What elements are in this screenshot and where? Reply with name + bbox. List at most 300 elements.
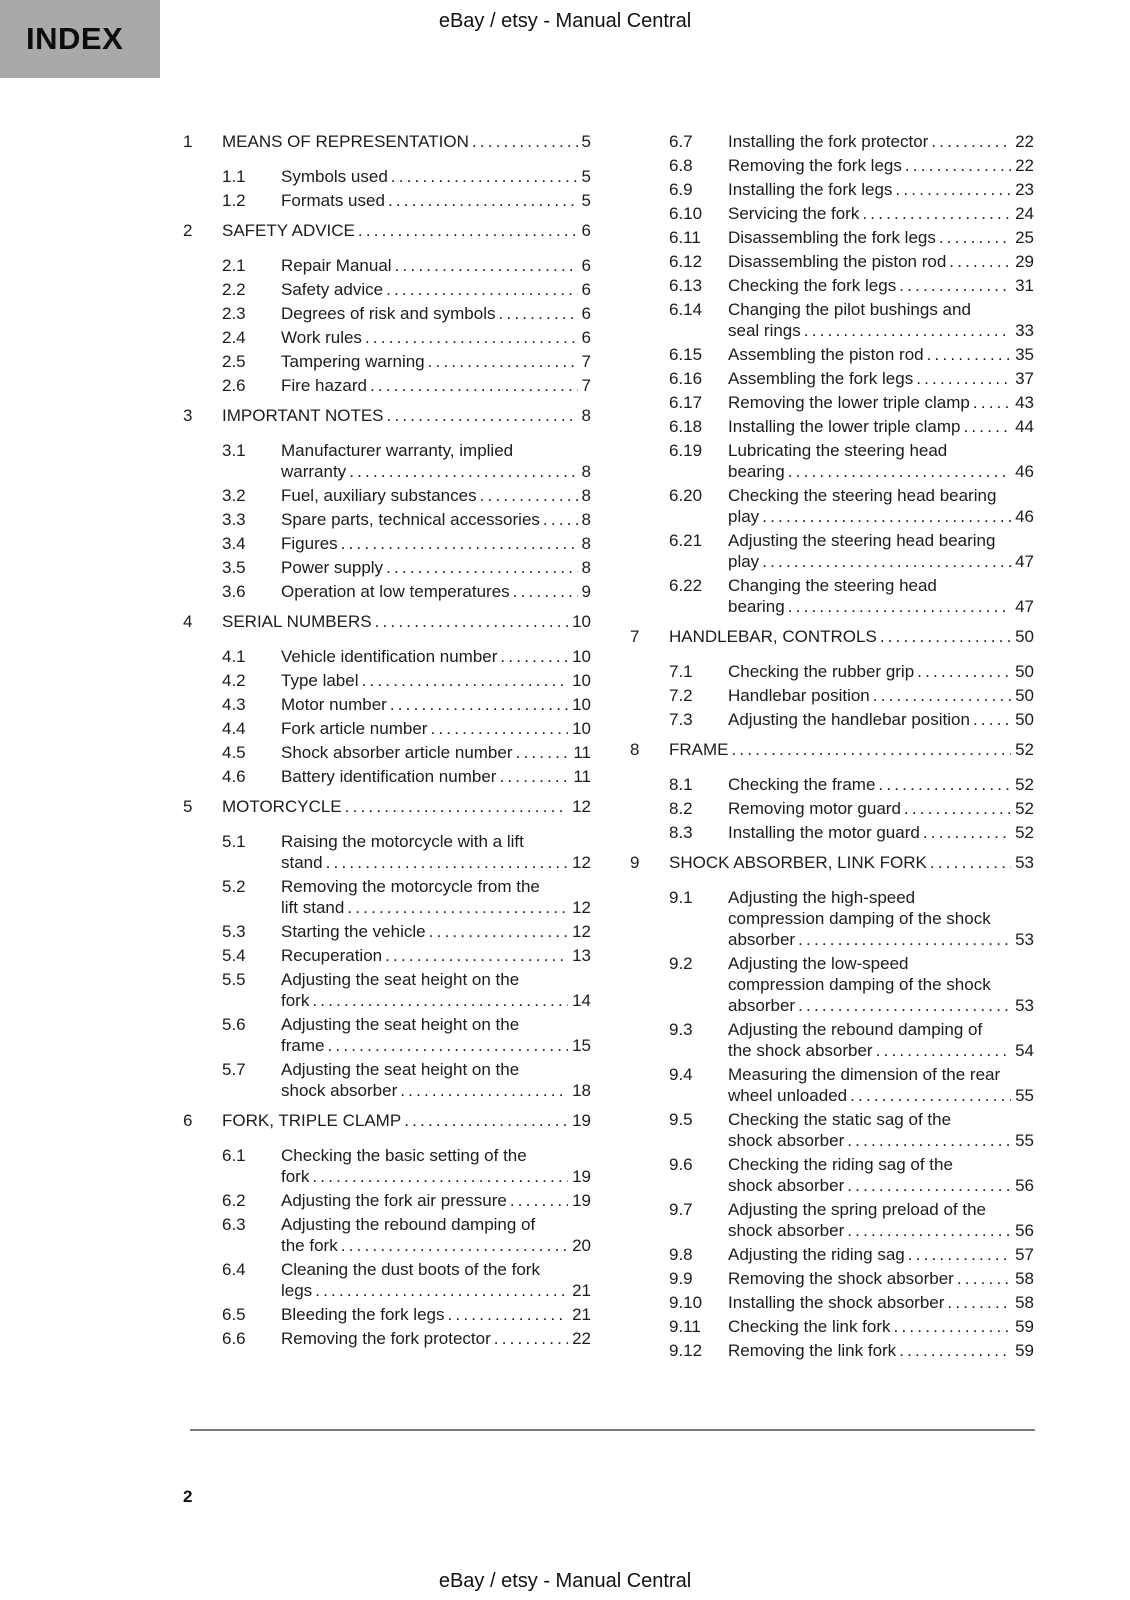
entry-title-block (728, 1268, 1034, 1289)
entry-page-number: 54 (1015, 1041, 1034, 1060)
entry-title-lastline (728, 506, 1034, 527)
entry-title-lastline (281, 351, 591, 372)
entry-page-number: 50 (1015, 686, 1034, 705)
entry-title: HANDLEBAR, CONTROLS (669, 627, 877, 646)
entry-title-lastline (281, 1280, 591, 1301)
toc-item-entry (630, 1316, 1034, 1337)
entry-title-block (728, 1154, 1034, 1196)
entry-page-number: 11 (573, 767, 591, 786)
entry-page-number: 46 (1015, 462, 1034, 481)
toc-item-entry (630, 661, 1034, 682)
entry-page-number: 12 (572, 797, 591, 816)
entry-title: Work rules (281, 328, 362, 347)
entry-number: 6.10 (669, 204, 703, 223)
entry-title-block (281, 1014, 591, 1056)
entry-number: 5.2 (222, 877, 246, 896)
entry-number: 6.21 (669, 531, 703, 550)
entry-title: Checking the fork legs (728, 276, 897, 295)
entry-title-lastline (222, 796, 591, 817)
entry-title-block (728, 440, 1034, 482)
entry-number: 2.5 (222, 352, 246, 371)
entry-title-lastline (281, 766, 591, 787)
entry-page-number: 9 (581, 582, 591, 601)
entry-title: Installing the fork protector (728, 132, 929, 151)
entry-number: 4 (183, 612, 193, 631)
entry-number: 4.3 (222, 695, 246, 714)
entry-title-lastline (728, 798, 1034, 819)
entry-number: 8.1 (669, 775, 693, 794)
header-manual-title: eBay / etsy - Manual Central (438, 10, 692, 32)
dot-leader (404, 1110, 568, 1131)
entry-title-block (281, 1304, 591, 1325)
entry-title-block (281, 327, 591, 348)
entry-title-block (222, 1110, 591, 1131)
entry-title: play (728, 552, 760, 571)
dot-leader (847, 1220, 1011, 1241)
entry-title-lastline (281, 1328, 591, 1349)
entry-title-lastline (728, 179, 1034, 200)
entry-title-lastline (728, 1340, 1034, 1361)
toc-item-entry (183, 485, 591, 506)
entry-title: FORK, TRIPLE CLAMP (222, 1111, 402, 1130)
entry-title-block (281, 351, 591, 372)
entry-title: IMPORTANT NOTES (222, 406, 384, 425)
entry-title-lastline (728, 1268, 1034, 1289)
toc-item-entry (630, 275, 1034, 296)
entry-title-block (728, 1199, 1034, 1241)
dot-leader (312, 1166, 568, 1187)
entry-number: 9.8 (669, 1245, 693, 1264)
entry-page-number: 8 (581, 406, 591, 425)
entry-page-number: 10 (572, 647, 591, 666)
entry-title-lastline (728, 596, 1034, 617)
dot-leader (500, 646, 568, 667)
entry-page-number: 59 (1015, 1317, 1034, 1336)
dot-leader (480, 485, 578, 506)
entry-page-number: 6 (581, 221, 591, 240)
entry-number: 1.2 (222, 191, 246, 210)
entry-page-number: 52 (1015, 740, 1034, 759)
entry-title-lastline (281, 990, 591, 1011)
entry-page-number: 13 (572, 946, 591, 965)
entry-title-lastline (281, 190, 591, 211)
entry-title: play (728, 507, 760, 526)
entry-title-lastline (728, 1244, 1034, 1265)
entry-title: bearing (728, 462, 785, 481)
dot-leader (931, 131, 1011, 152)
entry-title-block (669, 739, 1034, 760)
dot-leader (947, 1292, 1011, 1313)
entry-title: Tampering warning (281, 352, 425, 371)
dot-leader (788, 596, 1011, 617)
dot-leader (957, 1268, 1011, 1289)
dot-leader (916, 368, 1011, 389)
dot-leader (973, 392, 1011, 413)
dot-leader (798, 995, 1011, 1016)
entry-title-lastline (281, 852, 591, 873)
entry-title: SAFETY ADVICE (222, 221, 355, 240)
dot-leader (949, 251, 1011, 272)
toc-item-entry (183, 166, 591, 187)
entry-title-lastline (281, 1035, 591, 1056)
entry-number: 6.6 (222, 1329, 246, 1348)
entry-page-number: 8 (581, 486, 591, 505)
dot-leader (963, 416, 1011, 437)
entry-page-number: 12 (572, 922, 591, 941)
entry-title-block (281, 1190, 591, 1211)
entry-number: 3.5 (222, 558, 246, 577)
toc-item-entry (630, 344, 1034, 365)
entry-page-number: 57 (1015, 1245, 1034, 1264)
entry-title-block (728, 131, 1034, 152)
entry-title: shock absorber (728, 1176, 845, 1195)
entry-number: 2.2 (222, 280, 246, 299)
entry-title-lastline (728, 461, 1034, 482)
entry-title-line: compression damping of the shock (728, 909, 991, 928)
entry-page-number: 6 (581, 304, 591, 323)
toc-item-entry (630, 1154, 1034, 1196)
entry-title: MEANS OF REPRESENTATION (222, 132, 469, 151)
entry-title-block (728, 1109, 1034, 1151)
entry-title-block (281, 303, 591, 324)
entry-number: 6 (183, 1111, 193, 1130)
entry-number: 3.4 (222, 534, 246, 553)
entry-page-number: 50 (1015, 710, 1034, 729)
toc-item-entry (630, 530, 1034, 572)
dot-leader (385, 945, 568, 966)
entry-title-block (281, 1328, 591, 1349)
entry-title: Motor number (281, 695, 387, 714)
toc-chapter-entry (183, 1110, 591, 1131)
toc-item-entry (183, 1014, 591, 1056)
toc-item-entry (183, 375, 591, 396)
toc-column-2 (630, 131, 1034, 1364)
entry-title: Fork article number (281, 719, 428, 738)
entry-page-number: 5 (581, 167, 591, 186)
entry-number: 9.6 (669, 1155, 693, 1174)
entry-page-number: 19 (572, 1111, 591, 1130)
entry-title-block (281, 190, 591, 211)
dot-leader (386, 557, 577, 578)
toc-chapter-entry (630, 626, 1034, 647)
dot-leader (341, 533, 578, 554)
entry-title-lastline (281, 461, 591, 482)
entry-number: 5.6 (222, 1015, 246, 1034)
entry-page-number: 12 (572, 853, 591, 872)
entry-number: 2.3 (222, 304, 246, 323)
entry-page-number: 6 (581, 328, 591, 347)
entry-title: Removing the lower triple clamp (728, 393, 970, 412)
entry-title-block (281, 1259, 591, 1301)
toc-item-entry (183, 945, 591, 966)
entry-title-block (281, 255, 591, 276)
entry-title-lastline (281, 557, 591, 578)
entry-title: Repair Manual (281, 256, 392, 275)
entry-number: 5 (183, 797, 193, 816)
entry-title-block (728, 203, 1034, 224)
entry-page-number: 20 (572, 1236, 591, 1255)
entry-number: 6.18 (669, 417, 703, 436)
entry-title-line: Adjusting the rebound damping of (281, 1215, 536, 1234)
entry-title-lastline (669, 626, 1034, 647)
entry-page-number: 50 (1015, 627, 1034, 646)
entry-title-lastline (281, 375, 591, 396)
entry-title-lastline (728, 685, 1034, 706)
entry-page-number: 21 (572, 1305, 591, 1324)
entry-title: Checking the rubber grip (728, 662, 915, 681)
dot-leader (939, 227, 1011, 248)
entry-title: Removing the shock absorber (728, 1269, 954, 1288)
entry-page-number: 55 (1015, 1131, 1034, 1150)
toc-item-entry (630, 774, 1034, 795)
entry-title-lastline (222, 131, 591, 152)
toc-item-entry (630, 1244, 1034, 1265)
entry-title-lastline (728, 822, 1034, 843)
dot-leader (876, 1040, 1011, 1061)
entry-title-lastline (281, 303, 591, 324)
entry-title: Spare parts, technical accessories (281, 510, 540, 529)
toc-chapter-entry (183, 405, 591, 426)
entry-title: Removing motor guard (728, 799, 901, 818)
dot-leader (448, 1304, 569, 1325)
index-label: INDEX (26, 21, 124, 56)
dot-leader (873, 685, 1011, 706)
entry-title-block (281, 581, 591, 602)
entry-title-line: Changing the steering head (728, 576, 937, 595)
toc-item-entry (183, 921, 591, 942)
footer-manual-title: eBay / etsy - Manual Central (438, 1570, 692, 1592)
entry-title-line: Checking the basic setting of the (281, 1146, 527, 1165)
dot-leader (927, 344, 1011, 365)
entry-title-block (728, 1316, 1034, 1337)
entry-number: 6.15 (669, 345, 703, 364)
entry-title-lastline (281, 533, 591, 554)
entry-title-block (728, 709, 1034, 730)
dot-leader (387, 405, 578, 426)
toc-item-entry (183, 581, 591, 602)
entry-number: 9.11 (669, 1317, 701, 1336)
entry-title: Degrees of risk and symbols (281, 304, 496, 323)
entry-title-block (281, 1214, 591, 1256)
toc-item-entry (183, 1259, 591, 1301)
dot-leader (516, 742, 570, 763)
entry-title-line: Raising the motorcycle with a lift (281, 832, 524, 851)
dot-leader (370, 375, 578, 396)
dot-leader (312, 990, 568, 1011)
entry-title: Installing the motor guard (728, 823, 920, 842)
dot-leader (375, 611, 569, 632)
entry-number: 4.6 (222, 767, 246, 786)
entry-title-block (728, 275, 1034, 296)
dot-leader (880, 626, 1011, 647)
dot-leader (430, 718, 568, 739)
entry-title-lastline (281, 1080, 591, 1101)
toc-item-entry (630, 685, 1034, 706)
entry-title-lastline (281, 718, 591, 739)
entry-title-block (728, 1292, 1034, 1313)
entry-title-line: Manufacturer warranty, implied (281, 441, 514, 460)
dot-leader (347, 897, 568, 918)
entry-page-number: 22 (1015, 132, 1034, 151)
entry-title-block (281, 440, 591, 482)
dot-leader (327, 1035, 568, 1056)
entry-number: 5.5 (222, 970, 246, 989)
entry-title-line: Checking the static sag of the (728, 1110, 952, 1129)
entry-title: Removing the link fork (728, 1341, 897, 1360)
entry-number: 7.2 (669, 686, 693, 705)
entry-title: Formats used (281, 191, 385, 210)
toc-item-entry (183, 557, 591, 578)
entry-page-number: 56 (1015, 1221, 1034, 1240)
entry-page-number: 11 (573, 743, 591, 762)
entry-title: shock absorber (728, 1131, 845, 1150)
toc-item-entry (183, 670, 591, 691)
entry-title-lastline (281, 670, 591, 691)
dot-leader (850, 1085, 1011, 1106)
entry-title-block (222, 131, 591, 152)
entry-title: Removing the fork legs (728, 156, 902, 175)
entry-title: Starting the vehicle (281, 922, 426, 941)
toc-item-entry (183, 279, 591, 300)
toc-item-entry (630, 203, 1034, 224)
dot-leader (899, 275, 1011, 296)
entry-title-lastline (728, 1175, 1034, 1196)
entry-title-line: Checking the steering head bearing (728, 486, 997, 505)
toc-item-entry (183, 1304, 591, 1325)
entry-title: Recuperation (281, 946, 383, 965)
entry-page-number: 8 (581, 534, 591, 553)
entry-number: 6.1 (222, 1146, 246, 1165)
entry-title-lastline (281, 742, 591, 763)
entry-title: wheel unloaded (728, 1086, 848, 1105)
toc-item-entry (630, 227, 1034, 248)
entry-title-lastline (728, 551, 1034, 572)
entry-title: Installing the fork legs (728, 180, 893, 199)
entry-page-number: 10 (572, 612, 591, 631)
entry-title: frame (281, 1036, 325, 1055)
entry-number: 4.2 (222, 671, 246, 690)
entry-number: 6.12 (669, 252, 703, 271)
dot-leader (930, 852, 1011, 873)
entry-title-lastline (281, 945, 591, 966)
entry-page-number: 8 (581, 558, 591, 577)
entry-title-block (281, 945, 591, 966)
toc-item-entry (183, 876, 591, 918)
entry-title-block (728, 344, 1034, 365)
dot-leader (472, 131, 578, 152)
dot-leader (429, 921, 568, 942)
entry-title-block (281, 1145, 591, 1187)
entry-title: warranty (281, 462, 347, 481)
entry-page-number: 10 (572, 695, 591, 714)
entry-page-number: 59 (1015, 1341, 1034, 1360)
entry-number: 7.3 (669, 710, 693, 729)
entry-title: Checking the frame (728, 775, 876, 794)
entry-page-number: 47 (1015, 552, 1034, 571)
entry-page-number: 23 (1015, 180, 1034, 199)
entry-title-lastline (281, 897, 591, 918)
entry-title-block (728, 1064, 1034, 1106)
toc-item-entry (630, 798, 1034, 819)
toc-item-entry (183, 509, 591, 530)
entry-title-lastline (281, 1166, 591, 1187)
entry-title-lastline (728, 1130, 1034, 1151)
entry-number: 4.4 (222, 719, 246, 738)
dot-leader (388, 190, 578, 211)
entry-title-block (222, 611, 591, 632)
toc-item-entry (630, 1064, 1034, 1106)
entry-number: 2.6 (222, 376, 246, 395)
entry-title: Figures (281, 534, 338, 553)
entry-title: Fire hazard (281, 376, 367, 395)
toc-item-entry (630, 155, 1034, 176)
entry-number: 9.3 (669, 1020, 693, 1039)
entry-page-number: 12 (572, 898, 591, 917)
entry-number: 9.7 (669, 1200, 693, 1219)
entry-title: the fork (281, 1236, 338, 1255)
entry-title: Disassembling the piston rod (728, 252, 947, 271)
toc-item-entry (630, 953, 1034, 1016)
entry-number: 7.1 (669, 662, 693, 681)
dot-leader (341, 1235, 568, 1256)
entry-title-lastline (281, 509, 591, 530)
entry-title-block (281, 166, 591, 187)
entry-title: Adjusting the handlebar position (728, 710, 970, 729)
entry-title-block (728, 251, 1034, 272)
toc-item-entry (630, 1109, 1034, 1151)
dot-leader (895, 179, 1011, 200)
entry-number: 6.14 (669, 300, 703, 319)
entry-title-block (728, 299, 1034, 341)
entry-page-number: 8 (581, 462, 591, 481)
entry-title-lastline (728, 416, 1034, 437)
entry-title-line: Checking the riding sag of the (728, 1155, 953, 1174)
entry-title-block (728, 661, 1034, 682)
entry-title-block (728, 392, 1034, 413)
entry-title-lastline (281, 327, 591, 348)
entry-number: 9.1 (669, 888, 693, 907)
entry-page-number: 18 (572, 1081, 591, 1100)
entry-title: Operation at low temperatures (281, 582, 510, 601)
entry-number: 6.20 (669, 486, 703, 505)
entry-title-line: Measuring the dimension of the rear (728, 1065, 1001, 1084)
toc-item-entry (630, 416, 1034, 437)
toc-chapter-entry (183, 131, 591, 152)
entry-title: MOTORCYCLE (222, 797, 342, 816)
entry-title-block (728, 798, 1034, 819)
entry-title-block (728, 179, 1034, 200)
entry-title: Power supply (281, 558, 384, 577)
toc-item-entry (183, 831, 591, 873)
toc-item-entry (630, 251, 1034, 272)
dot-leader (349, 461, 577, 482)
entry-number: 3.6 (222, 582, 246, 601)
entry-title: Vehicle identification number (281, 647, 498, 666)
entry-title-lastline (728, 1085, 1034, 1106)
entry-title: Servicing the fork (728, 204, 860, 223)
dot-leader (798, 929, 1011, 950)
entry-title: Battery identification number (281, 767, 497, 786)
dot-leader (804, 320, 1011, 341)
dot-leader (762, 506, 1011, 527)
toc-item-entry (183, 694, 591, 715)
entry-title-line: Changing the pilot bushings and (728, 300, 971, 319)
entry-title-lastline (222, 405, 591, 426)
dot-leader (390, 694, 568, 715)
entry-page-number: 22 (572, 1329, 591, 1348)
entry-number: 9.2 (669, 954, 693, 973)
entry-title-line: Adjusting the spring preload of the (728, 1200, 987, 1219)
